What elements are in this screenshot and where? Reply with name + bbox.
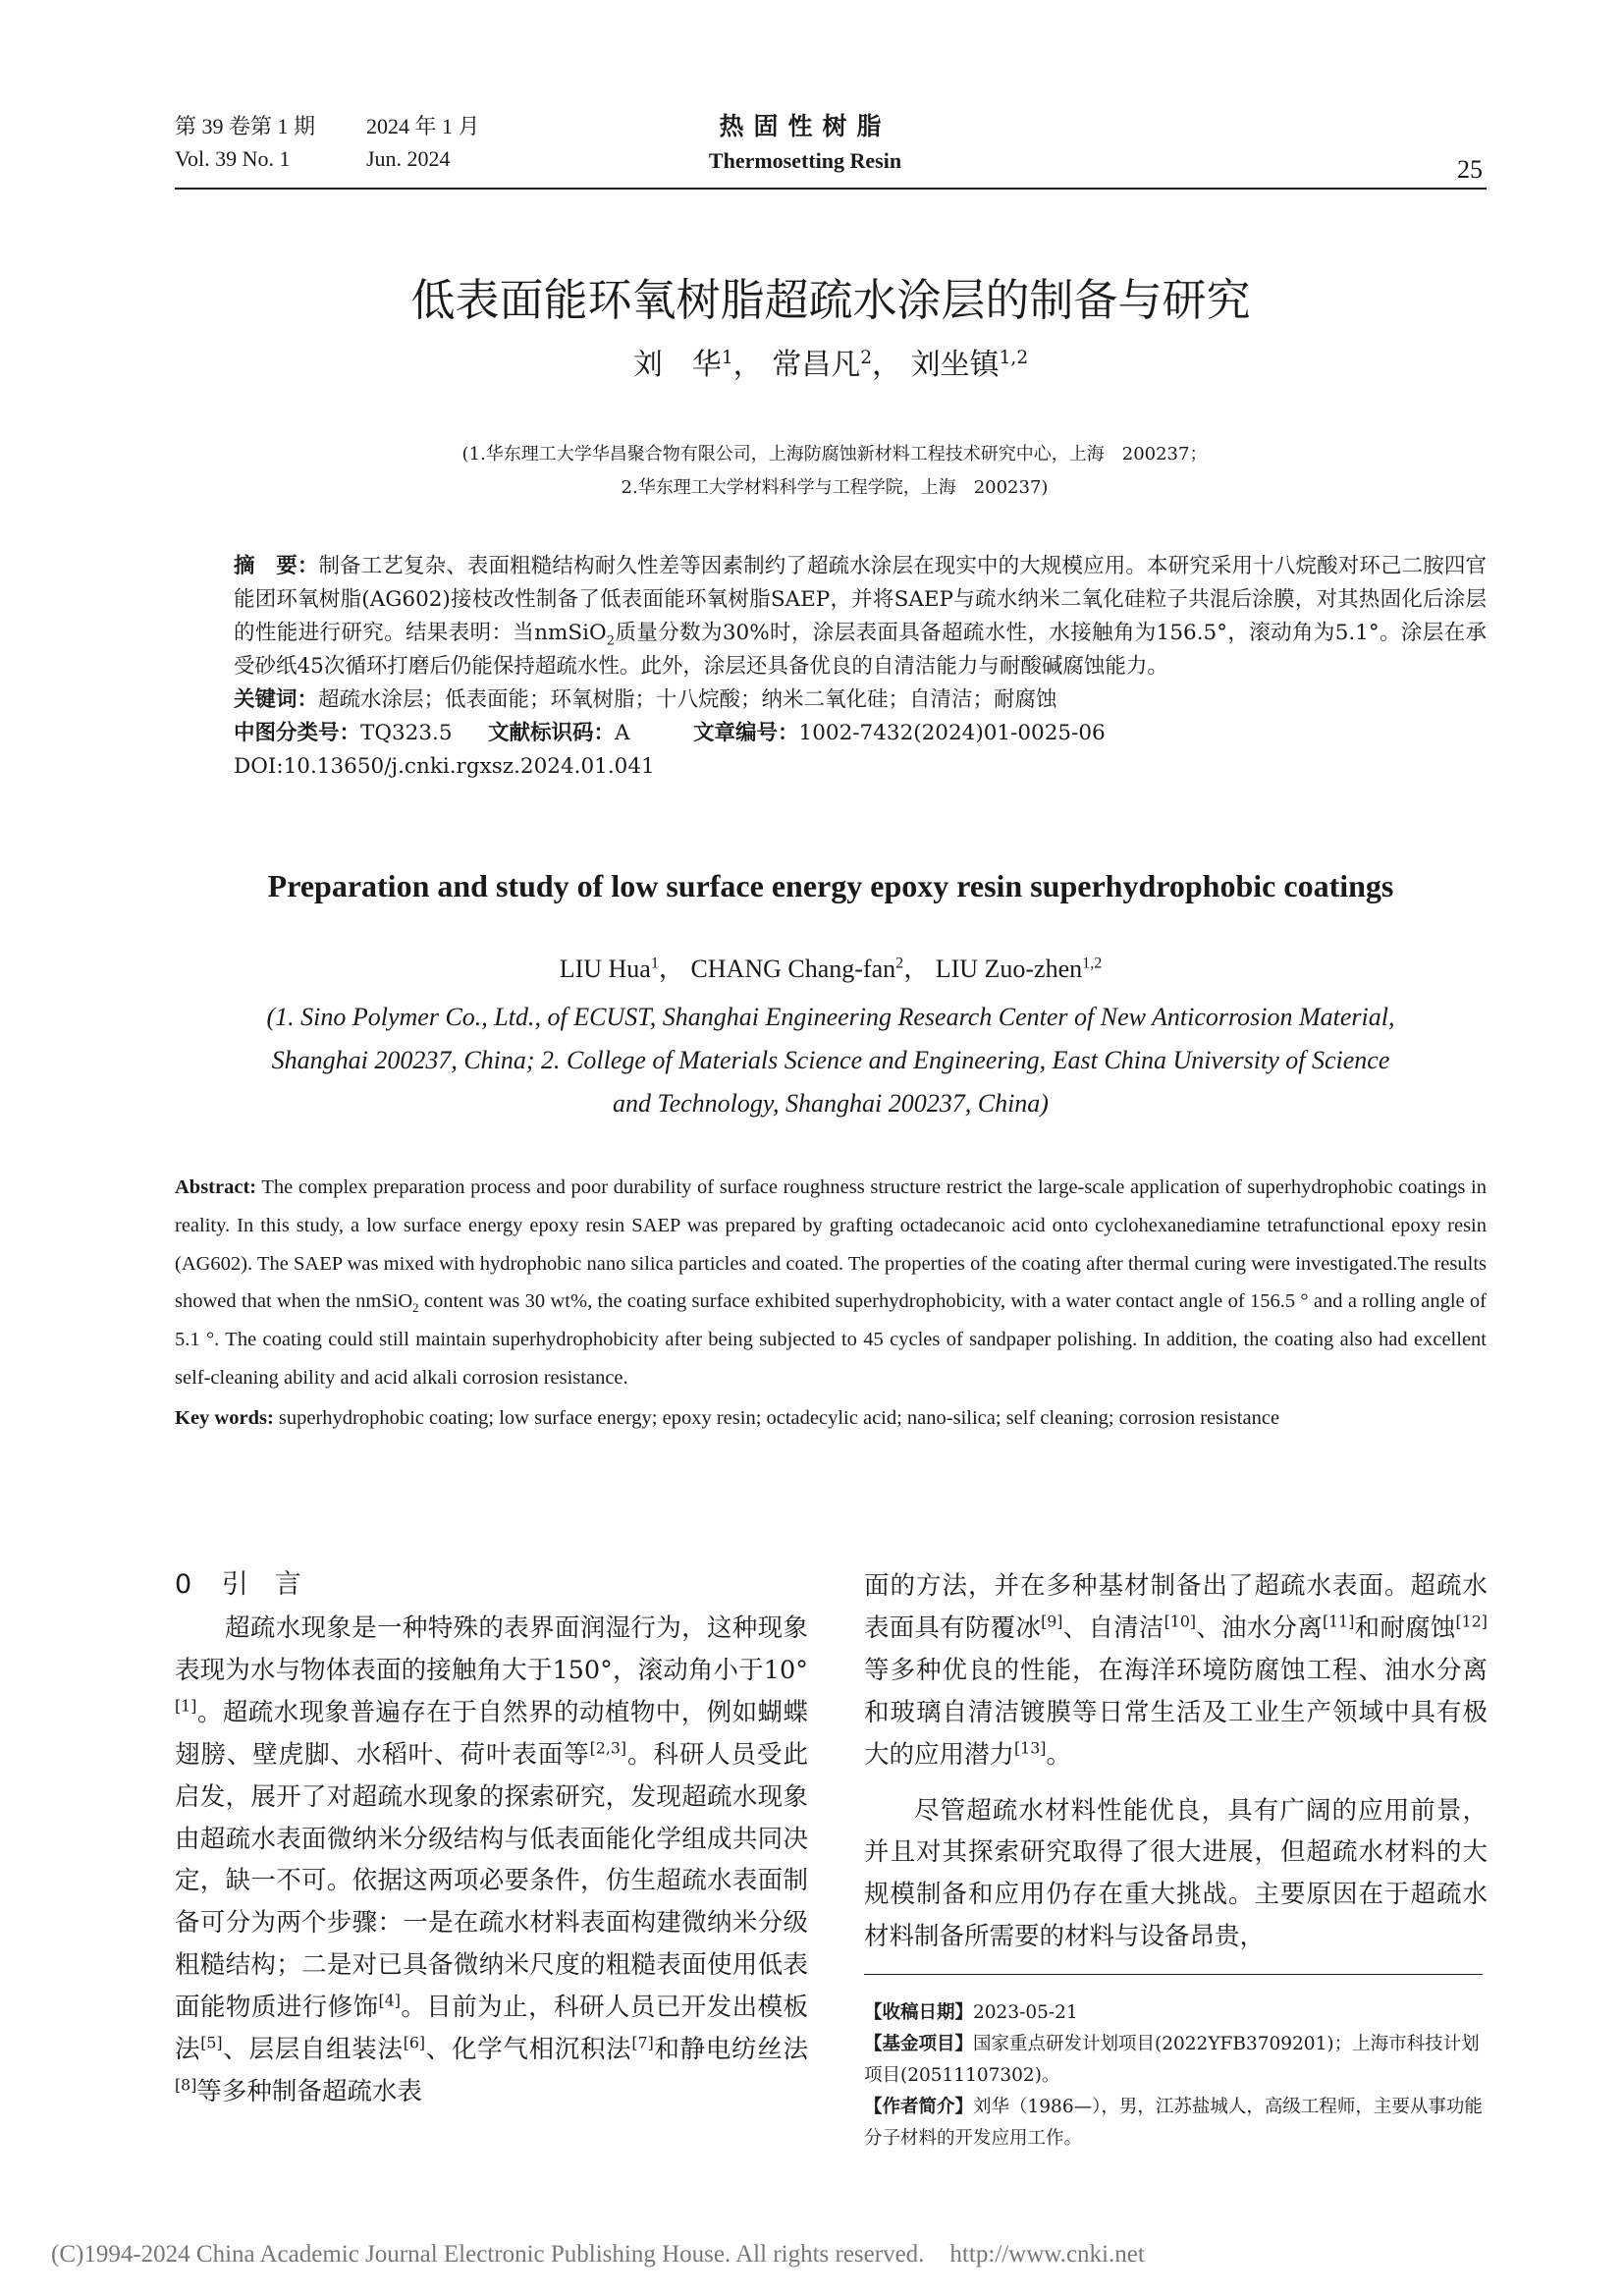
section-heading bbox=[175, 1567, 301, 1603]
affiliation-line: Shanghai 200237, China; 2. College of Materials Science and Engineering, East China University of Science bbox=[271, 1046, 1390, 1074]
journal-name-en: Thermosetting Resin bbox=[708, 148, 902, 173]
section-number: 0 bbox=[175, 1569, 192, 1600]
text-run: 、化学气相沉积法 bbox=[425, 2035, 632, 2065]
citation-ref[interactable]: [13] bbox=[1014, 1738, 1047, 1758]
author-sup: 1 bbox=[721, 348, 733, 368]
abstract-en-part: The complex preparation process and poor durability of surface roughness structure restrict the large-scale application of superhydrophobic coatings in reality. In this study, a low surface energy epoxy resin SAEP was prepared by grafting octadecanoic acid onto cyclohexanediamine tetrafunctional epoxy resin (AG602). The SAEP was mixed with hydrophobic nano silica particles and coated. The properties of the coating after thermal curing were investigated.The results showed that when the nmSiO bbox=[175, 1176, 1487, 1313]
article-number-value: 1002-7432(2024)01-0025-06 bbox=[798, 721, 1106, 745]
footnote-value: 2023-05-21 bbox=[973, 2002, 1078, 2023]
citation-ref[interactable]: [4] bbox=[378, 1991, 401, 2010]
doc-code-label: 文献标识码： bbox=[488, 721, 616, 745]
body-column-left bbox=[175, 1608, 808, 2113]
keywords-cn-label: 关键词： bbox=[234, 687, 319, 712]
abstract-cn bbox=[234, 550, 1487, 784]
citation-ref[interactable]: [11] bbox=[1322, 1612, 1355, 1631]
affiliation-line: (1. Sino Polymer Co., Ltd., of ECUST, Shanghai Engineering Research Center of New Anticorrosion Material, bbox=[266, 1003, 1395, 1031]
article-number-label: 文章编号： bbox=[693, 721, 799, 745]
text-run: 、油水分离 bbox=[1196, 1612, 1323, 1643]
text-run: 超疏水现象是一种特殊的表界面润湿行为，这种现象表现为水与物体表面的接触角大于150°，滚动角小于10° bbox=[175, 1613, 808, 1685]
author-sup: 2 bbox=[860, 348, 873, 368]
keywords-cn bbox=[234, 683, 1487, 717]
subscript: 2 bbox=[606, 633, 616, 649]
paragraph bbox=[175, 1608, 808, 2113]
footnote-author bbox=[864, 2092, 1488, 2155]
abstract-en-text bbox=[175, 1169, 1487, 1397]
citation-ref[interactable]: [6] bbox=[403, 2033, 426, 2052]
doc-code-value: A bbox=[615, 721, 630, 745]
text-run: 。 bbox=[1046, 1739, 1071, 1770]
author-sup: 1 bbox=[650, 955, 659, 972]
authors-cn: 刘 华$^1$， 常昌凡$^2$， 刘坐镇$^{1,2}$ bbox=[632, 348, 1029, 382]
cnki-link[interactable]: http://www.cnki.net bbox=[949, 2241, 1145, 2268]
affiliation-line: 2.华东理工大学材料科学与工程学院，上海 200237) bbox=[621, 477, 1049, 498]
author-en: CHANG Chang-fan bbox=[690, 955, 896, 983]
classification-line bbox=[234, 717, 1487, 750]
citation-ref[interactable]: [8] bbox=[175, 2075, 197, 2095]
author-sup: 2 bbox=[895, 955, 904, 972]
abstract-cn-text bbox=[234, 550, 1487, 683]
journal-name bbox=[638, 110, 972, 177]
citation-ref[interactable]: [12] bbox=[1455, 1612, 1488, 1631]
date-cn: 2024 年 1 月 bbox=[366, 114, 480, 138]
citation-ref[interactable]: [2,3] bbox=[589, 1738, 627, 1758]
copyright-line bbox=[51, 2241, 1145, 2268]
author-en: LIU Zuo-zhen bbox=[935, 955, 1083, 983]
abstract-en-label: Abstract: bbox=[175, 1176, 257, 1198]
abstract-en-part: content was 30 wt%, the coating surface exhibited superhydrophobicity, with a water contact angle of 156.5 ° and a rolling angle of 5.1 °. The coating could still maintain superhydrophobicity after being subjected to 45 cycles of sandpaper polishing. In addition, the coating also had excellent self-cleaning ability and acid alkali corrosion resistance. bbox=[175, 1290, 1487, 1389]
affiliation-line: (1.华东理工大学华昌聚合物有限公司，上海防腐蚀新材料工程技术研究中心，上海 200237； bbox=[461, 444, 1208, 464]
paragraph bbox=[864, 1565, 1488, 1776]
text-run: 。科研人员受此启发，展开了对超疏水现象的探索研究，发现超疏水现象由超疏水表面微纳米分级结构与低表面能化学组成共同决定，缺一不可。依据这两项必要条件，仿生超疏水表面制备可分为两个步骤：一是在疏水材料表面构建微纳米分级粗糙结构；二是对已具备微纳米尺度的粗糙表面使用低表面能物质进行修饰 bbox=[175, 1739, 808, 2023]
abstract-en bbox=[175, 1169, 1487, 1438]
clc-value: TQ323.5 bbox=[360, 721, 453, 745]
footnote-fund bbox=[864, 2029, 1488, 2092]
affiliations-cn bbox=[295, 438, 1375, 505]
keywords-cn-text: 超疏水涂层；低表面能；环氧树脂；十八烷酸；纳米二氧化硅；自清洁；耐腐蚀 bbox=[318, 687, 1057, 712]
affiliations-en bbox=[175, 996, 1487, 1125]
text-run: 等多种制备超疏水表 bbox=[196, 2076, 422, 2106]
volume-cn: 第 39 卷第 1 期 bbox=[175, 114, 316, 138]
abstract-cn-part: 制备工艺复杂、表面粗糙结构耐久性差等因素制约了超疏水涂层在现实中的大规模应用。本研究采用十八烷酸对环己二胺四官能团环氧树脂(AG602)接枝改性制备了低表面能环氧树脂SAEP，并将SAEP与疏水纳米二氧化硅粒子共混后涂膜，对其热固化后涂层的性能进行研究。结果表明：当nmSiO bbox=[234, 554, 1487, 645]
date-en: Jun. 2024 bbox=[366, 146, 451, 171]
text-run: 和静电纺丝法 bbox=[653, 2035, 808, 2065]
footnote-value: 国家重点研发计划项目(2022YFB3709201)；上海市科技计划项目(20511107302)。 bbox=[864, 2034, 1480, 2086]
footnote-received bbox=[864, 1997, 1488, 2029]
text-run: 等多种优良的性能，在海洋环境防腐蚀工程、油水分离和玻璃自清洁镀膜等日常生活及工业生产领域中具有极大的应用潜力 bbox=[864, 1655, 1488, 1770]
footnote-rule bbox=[864, 1974, 1483, 1975]
citation-ref[interactable]: [1] bbox=[175, 1696, 197, 1716]
citation-ref[interactable]: [7] bbox=[631, 2033, 654, 2052]
body-column-right bbox=[864, 1565, 1488, 1958]
text-run: 。超疏水现象普遍存在于自然界的动植物中，例如蝴蝶翅膀、壁虎脚、水稻叶、荷叶表面等 bbox=[175, 1697, 808, 1770]
keywords-en-label: Key words: bbox=[175, 1406, 274, 1429]
citation-ref[interactable]: [10] bbox=[1164, 1612, 1197, 1631]
footnote-label: 【收稿日期】 bbox=[864, 2002, 974, 2023]
volume-en: Vol. 39 No. 1 bbox=[175, 146, 291, 171]
subscript: 2 bbox=[412, 1301, 419, 1316]
author-en: LIU Hua bbox=[559, 955, 651, 983]
keywords-en bbox=[175, 1399, 1487, 1438]
author-sup: 1,2 bbox=[1082, 955, 1103, 972]
text-run: 和耐腐蚀 bbox=[1354, 1612, 1456, 1643]
author-cn: 刘 华 bbox=[632, 348, 722, 382]
abstract-cn-label: 摘 要： bbox=[234, 554, 319, 578]
authors-en: LIU Hua$^1$， CHANG Chang-fan$^2$， LIU Zuo-zhen$^{1,2}$ bbox=[559, 955, 1103, 983]
text-run: 面的方法，并在多种基材制备出了超疏水表面。超疏水表面具有防覆冰 bbox=[864, 1571, 1488, 1643]
section-title: 引 言 bbox=[221, 1569, 301, 1600]
text-run: 。目前为止，科研人员已开发出模板法 bbox=[175, 1993, 808, 2065]
header-rule bbox=[175, 188, 1487, 190]
paper-title-cn: 低表面能环氧树脂超疏水涂层的制备与研究 bbox=[410, 274, 1251, 326]
keywords-en-text: superhydrophobic coating; low surface energy; epoxy resin; octadecylic acid; nano-silica; self cleaning; corrosion resistance bbox=[273, 1406, 1280, 1429]
text-run: 、自清洁 bbox=[1062, 1612, 1164, 1643]
affiliation-line: and Technology, Shanghai 200237, China) bbox=[613, 1089, 1049, 1118]
author-cn: 刘坐镇 bbox=[910, 348, 1000, 382]
footnotes bbox=[864, 1997, 1488, 2155]
doi[interactable]: DOI:10.13650/j.cnki.rgxsz.2024.01.041 bbox=[234, 754, 655, 779]
footnote-value: 刘华（1986—），男，江苏盐城人，高级工程师，主要从事功能分子材料的开发应用工作。 bbox=[864, 2097, 1483, 2149]
issue-info bbox=[175, 110, 480, 175]
citation-ref[interactable]: [5] bbox=[200, 2033, 223, 2052]
paper-title-en: Preparation and study of low surface energy epoxy resin superhydrophobic coatings bbox=[267, 868, 1394, 903]
author-sup: 1,2 bbox=[999, 348, 1029, 368]
author-cn: 常昌凡 bbox=[772, 348, 861, 382]
footnote-label: 【作者简介】 bbox=[864, 2097, 974, 2117]
journal-name-cn: 热固性树脂 bbox=[719, 114, 892, 140]
text-run: 、层层自组装法 bbox=[222, 2035, 404, 2065]
page-number: 25 bbox=[1457, 155, 1483, 184]
footnote-label: 【基金项目】 bbox=[864, 2034, 974, 2054]
copyright-text: (C)1994-2024 China Academic Journal Electronic Publishing House. All rights reserved. bbox=[51, 2241, 925, 2268]
paragraph: 尽管超疏水材料性能优良，具有广阔的应用前景，并且对其探索研究取得了很大进展，但超疏水材料的大规模制备和应用仍存在重大挑战。主要原因在于超疏水材料制备所需要的材料与设备昂贵， bbox=[864, 1795, 1488, 1952]
clc-label: 中图分类号： bbox=[234, 721, 361, 745]
citation-ref[interactable]: [9] bbox=[1041, 1612, 1063, 1631]
abstract-cn-part: 质量分数为30%时，涂层表面具备超疏水性，水接触角为156.5°，滚动角为5.1°。涂层在承受砂纸45次循环打磨后仍能保持超疏水性。此外，涂层还具备优良的自清洁能力与耐酸碱腐蚀能力。 bbox=[234, 621, 1487, 679]
